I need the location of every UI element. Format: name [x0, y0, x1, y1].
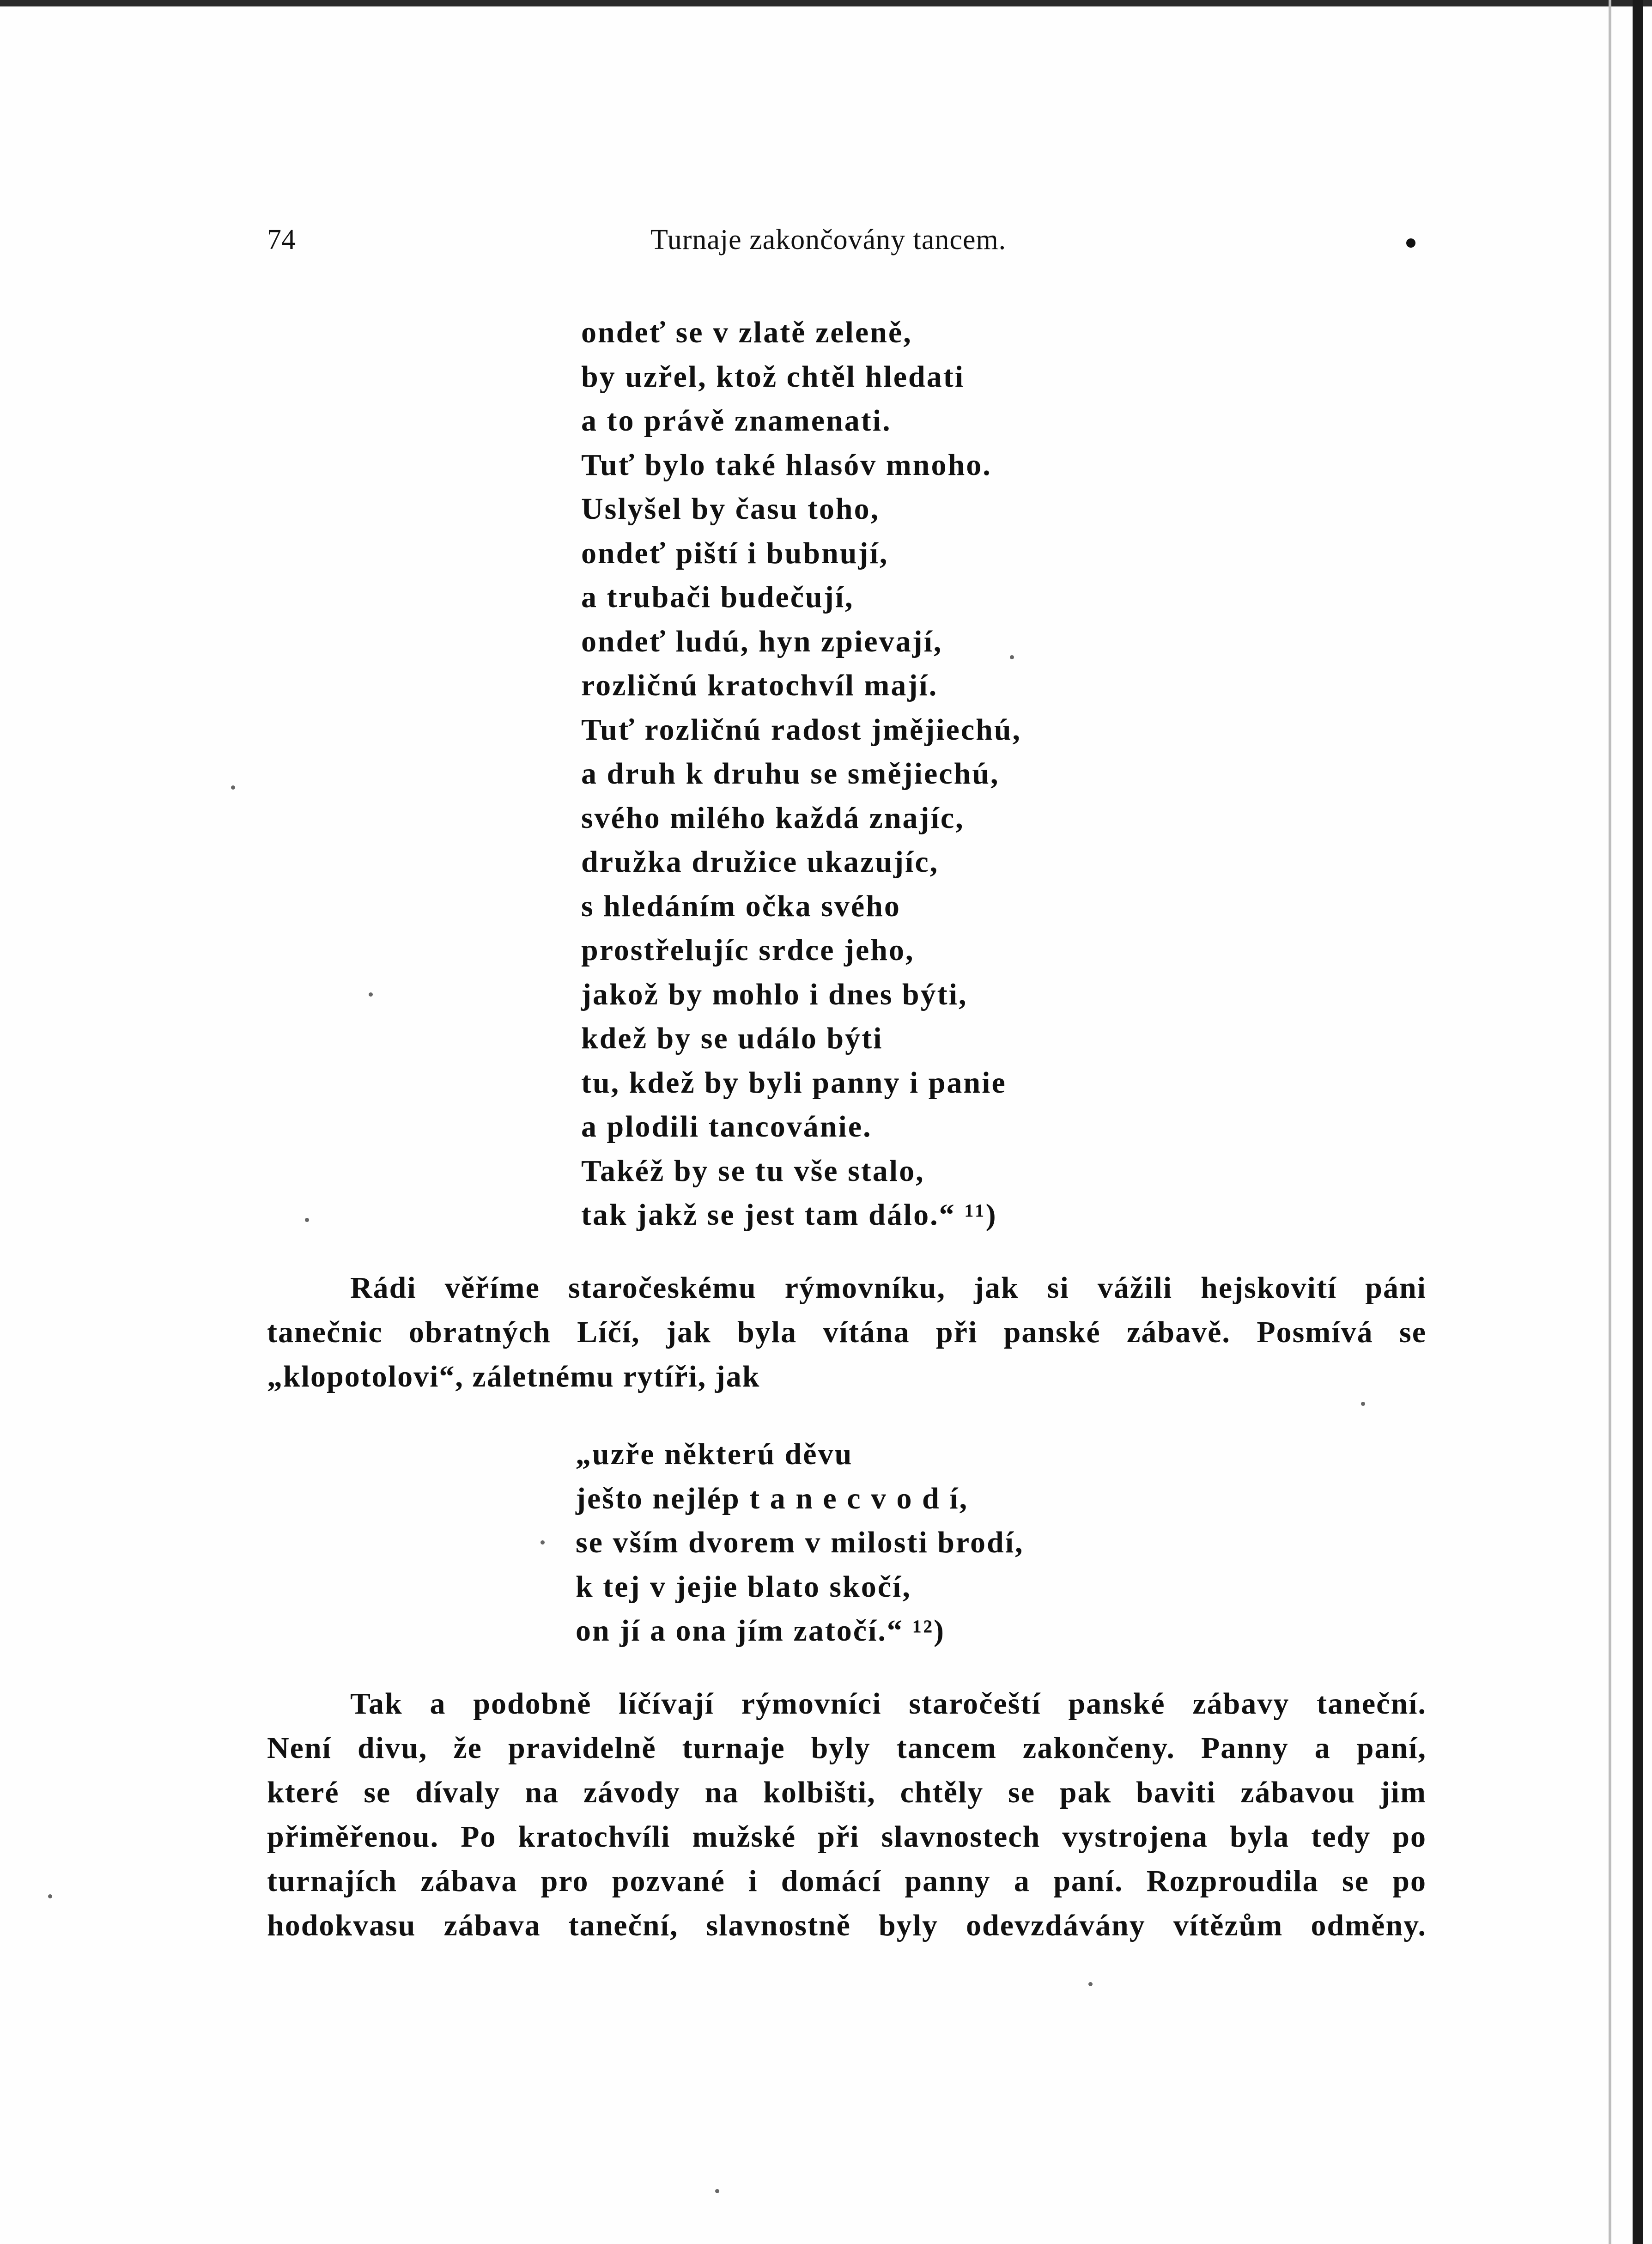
- paragraph-line: Tak a podobně líčívají rýmovníci staročeští panské zábavy taneční.: [350, 1687, 1427, 1721]
- scan-speck: [715, 2189, 719, 2193]
- paragraph-line: „klopotolovi“, záletnému rytíři, jak: [267, 1360, 760, 1393]
- scan-top-edge: [0, 0, 1652, 6]
- verse-line: ondeť se v zlatě zeleně,: [581, 316, 912, 349]
- verse-line: ondeť ludú, hyn zpievají,: [581, 624, 943, 658]
- verse-line: ješto nejlép t a n e c v o d í,: [576, 1481, 969, 1515]
- scan-speck: [1088, 1982, 1093, 1986]
- scan-speck: [541, 1540, 545, 1545]
- verse-line: Uslyšel by času toho,: [581, 492, 880, 526]
- verse-line: svého milého každá znajíc,: [581, 801, 965, 835]
- paragraph-line: Není divu, že pravidelně turnaje byly tancem zakončeny. Panny a paní,: [267, 1731, 1427, 1765]
- paragraph-line: Rádi věříme staročeskému rýmovníku, jak si vážili hejskovití páni: [350, 1271, 1427, 1305]
- verse-line: tu, kdež by byli panny i panie: [581, 1065, 1007, 1100]
- verse-line: Takéž by se tu vše stalo,: [581, 1154, 925, 1188]
- verse-line: Tuť bylo také hlasóv mnoho.: [581, 448, 992, 482]
- verse-line: se vším dvorem v milosti brodí,: [576, 1526, 1024, 1559]
- verse-line: k tej v jejie blato skočí,: [576, 1569, 911, 1604]
- scan-speck: [231, 785, 235, 790]
- verse-line: rozličnú kratochvíl mají.: [581, 669, 938, 702]
- verse-line: ondeť piští i bubnují,: [581, 536, 889, 570]
- paragraph-line: přiměřenou. Po kratochvíli mužské při slavnostech vystrojena byla tedy po: [267, 1820, 1427, 1854]
- verse-line: on jí a ona jím zatočí.“ ¹²): [576, 1614, 945, 1648]
- verse-line: jakož by mohlo i dnes býti,: [581, 977, 968, 1011]
- paragraph-line: které se dívaly na závody na kolbišti, chtěly se pak baviti zábavou jim: [267, 1776, 1427, 1809]
- verse-line: a to právě znamenati.: [581, 404, 892, 438]
- verse-line: Tuť rozličnú radost jmějiechú,: [581, 712, 1022, 747]
- verse-line: a trubači budečují,: [581, 580, 854, 614]
- verse-line: tak jakž se jest tam dálo.“ ¹¹): [581, 1198, 997, 1232]
- paragraph-line: tanečnic obratných Líčí, jak byla vítána při panské zábavě. Posmívá se: [267, 1315, 1427, 1349]
- page-number: 74: [267, 224, 296, 255]
- verse-block-1: [581, 310, 1021, 1237]
- verse-line: kdež by se událo býti: [581, 1022, 883, 1055]
- scan-speck: [1361, 1402, 1365, 1406]
- scan-speck: [369, 992, 373, 997]
- scan-inner-edge: [1609, 0, 1611, 2244]
- page-header: [0, 217, 1652, 268]
- paragraph-line: hodokvasu zábava taneční, slavnostně byly odevzdávány vítězům odměny.: [267, 1909, 1427, 1942]
- verse-line: prostřelujíc srdce jeho,: [581, 933, 915, 967]
- running-title: Turnaje zakončovány tancem.: [650, 224, 1007, 255]
- verse-line: a plodili tancovánie.: [581, 1110, 872, 1143]
- scan-speck: [1010, 655, 1014, 659]
- verse-line: a druh k druhu se smějiechú,: [581, 757, 1000, 791]
- paragraph-2: [267, 1682, 1427, 1948]
- paragraph-1: [267, 1266, 1427, 1399]
- paragraph-line: turnajích zábava pro pozvané i domácí panny a paní. Rozproudila se po: [267, 1864, 1427, 1898]
- verse-line: s hledáním očka svého: [581, 889, 901, 923]
- verse-line: „uzře některú děvu: [576, 1437, 853, 1471]
- scan-speck: [48, 1894, 52, 1898]
- scan-right-edge: [1633, 0, 1643, 2244]
- verse-line: družka družice ukazujíc,: [581, 845, 939, 879]
- ink-dot: [1406, 238, 1415, 248]
- verse-line: by uzřel, ktož chtěl hledati: [581, 359, 965, 394]
- verse-block-2: [576, 1432, 1024, 1653]
- scan-speck: [305, 1218, 309, 1222]
